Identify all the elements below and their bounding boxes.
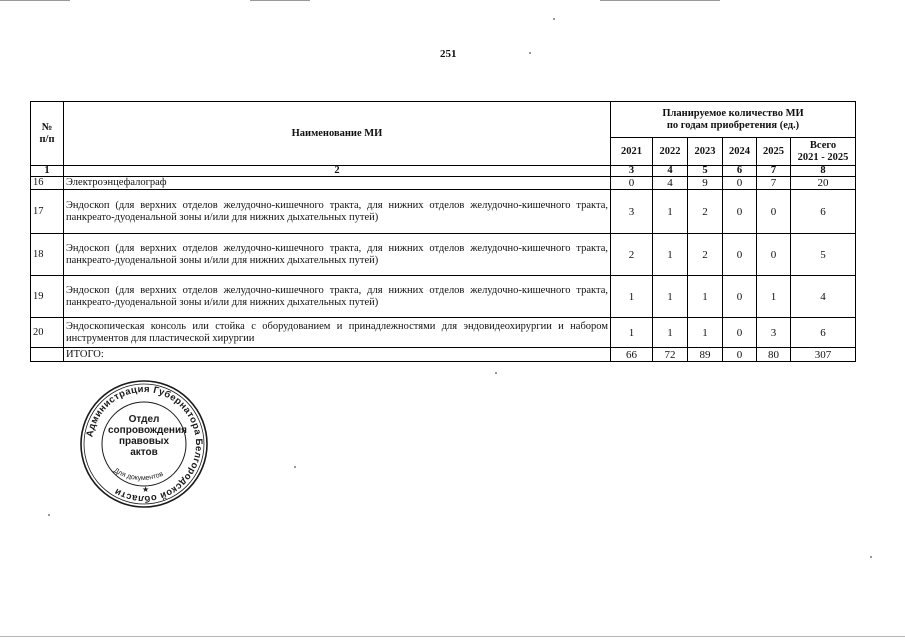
header-planned: Планируемое количество МИ по годам приобретения (ед.) xyxy=(611,102,856,138)
row-value: 1 xyxy=(688,318,723,348)
row-value: 0 xyxy=(757,234,791,276)
table-row xyxy=(31,318,856,348)
summary-value: 80 xyxy=(757,348,791,362)
row-name: Эндоскопическая консоль или стойка с оборудованием и принадлежностями для эндовидеохирургии и набором инструментов для пластической хирургии xyxy=(64,318,611,348)
scan-speck xyxy=(529,52,531,54)
row-total: 5 xyxy=(791,234,856,276)
table-row xyxy=(31,177,856,190)
scan-edge-bottom xyxy=(0,636,905,637)
stamp-line: сопровождения xyxy=(108,425,187,436)
row-name: Эндоскоп (для верхних отделов желудочно-кишечного тракта, для нижних отделов желудочно-кишечного тракта, панкреато-дуоденальной зоны и/или для нижних дыхательных путей) xyxy=(64,276,611,318)
row-value: 1 xyxy=(688,276,723,318)
header-year: 2022 xyxy=(653,138,688,166)
header-year: 2025 xyxy=(757,138,791,166)
row-value: 0 xyxy=(723,318,757,348)
column-number: 6 xyxy=(723,166,757,177)
scan-speck xyxy=(294,466,296,468)
summary-label: ИТОГО: xyxy=(64,348,611,362)
row-value: 1 xyxy=(653,234,688,276)
stamp-center xyxy=(108,414,187,458)
column-number: 7 xyxy=(757,166,791,177)
summary-value: 89 xyxy=(688,348,723,362)
table-row xyxy=(31,234,856,276)
row-value: 3 xyxy=(611,190,653,234)
table-row xyxy=(31,190,856,234)
stamp-line: Отдел xyxy=(128,414,160,425)
column-number: 4 xyxy=(653,166,688,177)
row-value: 2 xyxy=(611,234,653,276)
row-value: 2 xyxy=(688,190,723,234)
row-value: 0 xyxy=(723,177,757,190)
summary-total: 307 xyxy=(791,348,856,362)
row-value: 4 xyxy=(653,177,688,190)
header-year: 2024 xyxy=(723,138,757,166)
row-value: 1 xyxy=(653,276,688,318)
summary-value: 0 xyxy=(723,348,757,362)
stamp-line: правовых xyxy=(118,436,170,447)
scan-speck xyxy=(553,18,555,20)
summary-row xyxy=(31,348,856,362)
column-number: 3 xyxy=(611,166,653,177)
column-number: 1 xyxy=(31,166,64,177)
scan-edge-top-mid xyxy=(250,0,310,1)
scan-edge-top-left xyxy=(0,0,70,1)
row-value: 1 xyxy=(653,190,688,234)
scan-speck xyxy=(48,514,50,516)
column-number: 8 xyxy=(791,166,856,177)
row-value: 0 xyxy=(723,276,757,318)
row-total: 4 xyxy=(791,276,856,318)
scan-speck xyxy=(870,556,872,558)
row-index: 18 xyxy=(31,234,64,276)
row-index: 16 xyxy=(31,177,64,190)
row-value: 2 xyxy=(688,234,723,276)
header-total: Всего 2021 - 2025 xyxy=(791,138,856,166)
column-number-row xyxy=(31,166,856,177)
row-index: 19 xyxy=(31,276,64,318)
row-value: 3 xyxy=(757,318,791,348)
page-number: 251 xyxy=(440,48,457,60)
row-index: 20 xyxy=(31,318,64,348)
row-value: 7 xyxy=(757,177,791,190)
summary-value: 72 xyxy=(653,348,688,362)
stamp-star-icon: ★ xyxy=(142,485,150,494)
row-total: 20 xyxy=(791,177,856,190)
official-stamp xyxy=(78,378,210,510)
row-value: 1 xyxy=(653,318,688,348)
column-number: 2 xyxy=(64,166,611,177)
equipment-table xyxy=(30,101,856,362)
column-number: 5 xyxy=(688,166,723,177)
stamp-line: актов xyxy=(130,447,158,458)
stamp-ring-text: Администрация Губернатора Белгородской области xyxy=(84,383,205,505)
row-index: 17 xyxy=(31,190,64,234)
row-name: Электроэнцефалограф xyxy=(64,177,611,190)
header-name: Наименование МИ xyxy=(64,102,611,166)
scan-edge-top-right xyxy=(600,0,720,1)
row-value: 1 xyxy=(611,318,653,348)
header-year: 2021 xyxy=(611,138,653,166)
row-name: Эндоскоп (для верхних отделов желудочно-кишечного тракта, для нижних отделов желудочно-кишечного тракта, панкреато-дуоденальной зоны и/или для нижних дыхательных путей) xyxy=(64,234,611,276)
stamp-bottom-text: Для документов xyxy=(112,467,165,483)
row-total: 6 xyxy=(791,318,856,348)
row-value: 0 xyxy=(723,234,757,276)
row-value: 9 xyxy=(688,177,723,190)
summary-value: 66 xyxy=(611,348,653,362)
header-index: № п/п xyxy=(31,102,64,166)
row-value: 1 xyxy=(757,276,791,318)
row-total: 6 xyxy=(791,190,856,234)
summary-index xyxy=(31,348,64,362)
row-value: 0 xyxy=(757,190,791,234)
row-value: 0 xyxy=(723,190,757,234)
row-value: 0 xyxy=(611,177,653,190)
header-year: 2023 xyxy=(688,138,723,166)
row-value: 1 xyxy=(611,276,653,318)
table-row xyxy=(31,276,856,318)
scan-speck xyxy=(495,372,497,374)
row-name: Эндоскоп (для верхних отделов желудочно-кишечного тракта, для нижних отделов желудочно-кишечного тракта, панкреато-дуоденальной зоны и/или для нижних дыхательных путей) xyxy=(64,190,611,234)
svg-text:Для документов xyxy=(112,467,164,482)
